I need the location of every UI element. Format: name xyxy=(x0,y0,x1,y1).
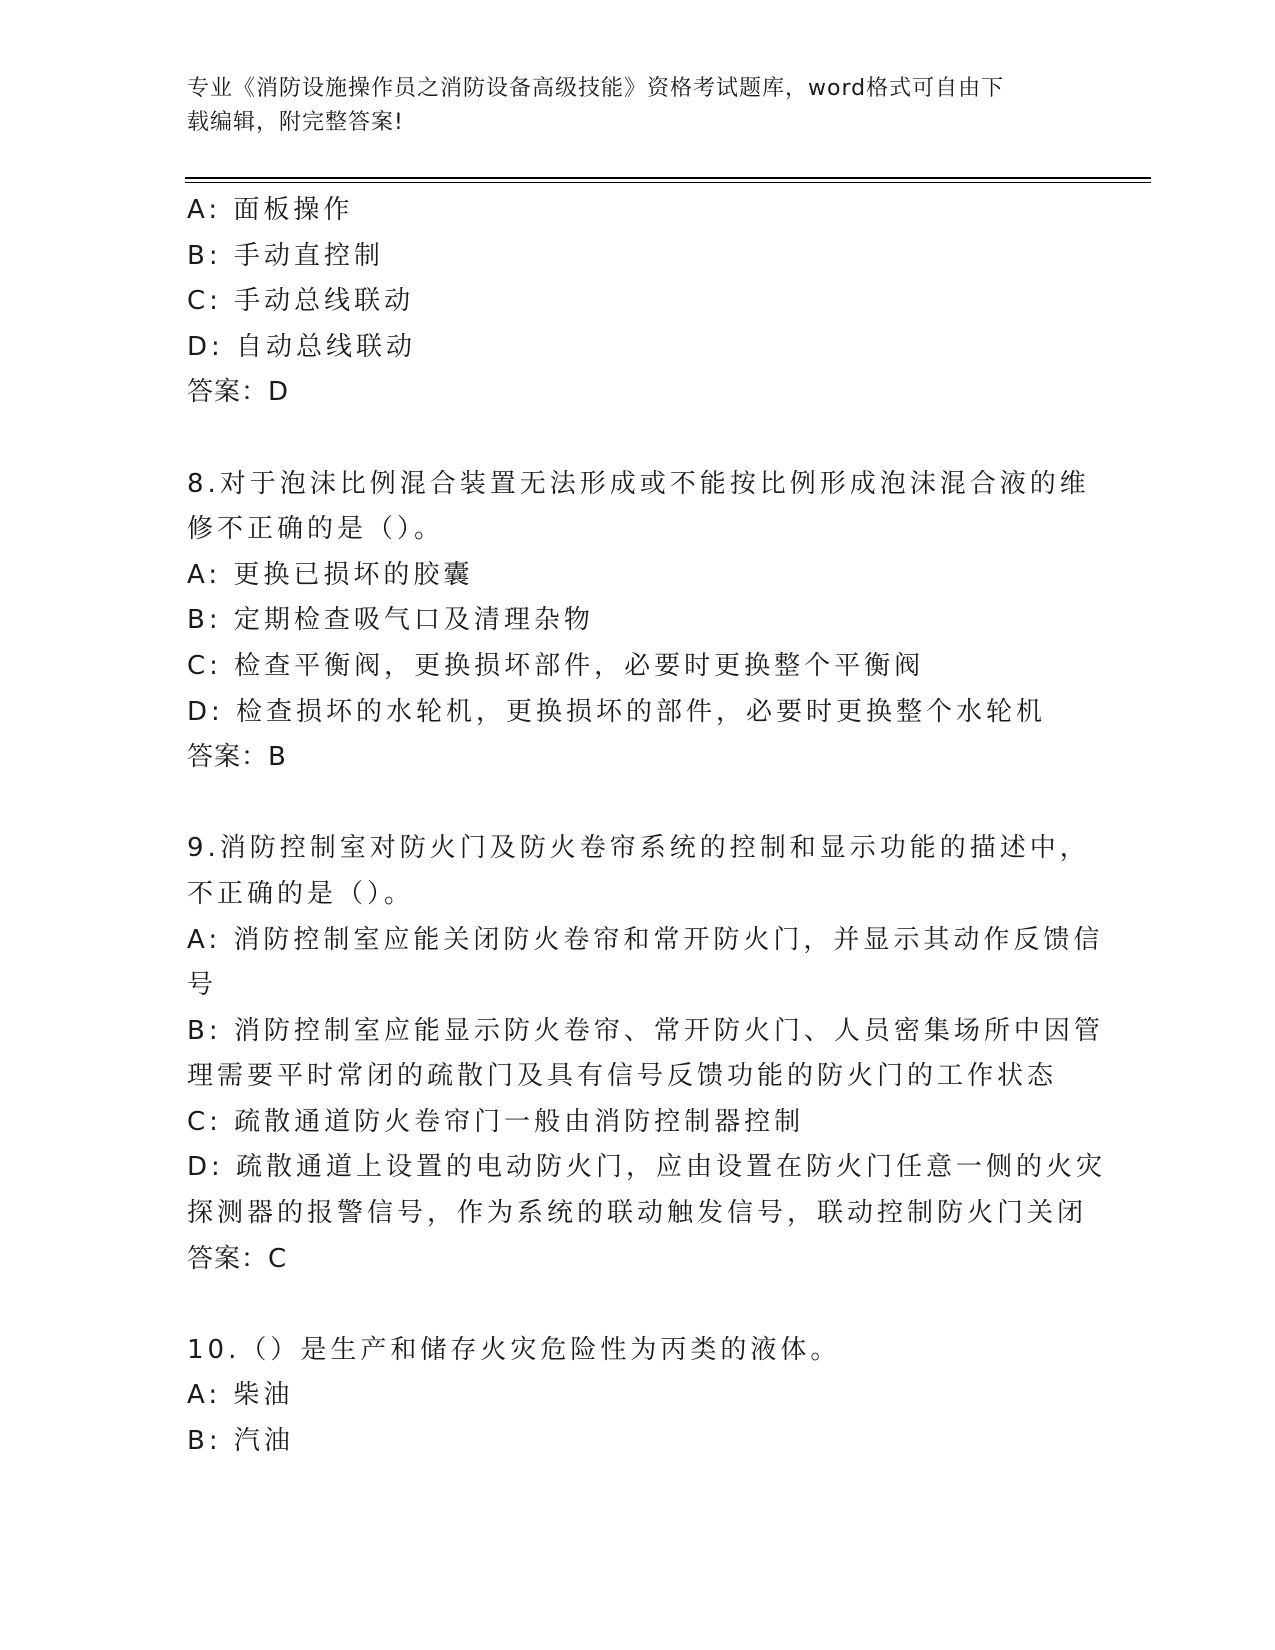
question-text-line: 修不正确的是（）。 xyxy=(187,514,445,545)
question-text-line: 10.（）是生产和储存火灾危险性为丙类的液体。 xyxy=(187,1334,841,1365)
option-c: C: 检查平衡阀，更换损坏部件，必要时更换整个平衡阀 xyxy=(187,650,925,681)
question-text-line: 9.消防控制室对防火门及防火卷帘系统的控制和显示功能的描述中， xyxy=(187,833,1090,864)
option-b: B: 汽油 xyxy=(187,1426,294,1457)
option-b-continued: 理需要平时常闭的疏散门及具有信号反馈功能的防火门的工作状态 xyxy=(187,1061,1058,1092)
answer-line: 答案：D xyxy=(187,377,290,408)
document-header xyxy=(187,72,1067,140)
answer-line: 答案：B xyxy=(187,742,287,773)
option-b: B: 手动直控制 xyxy=(187,240,384,271)
option-a: A: 更换已损坏的胶囊 xyxy=(187,559,474,590)
header-divider-thick xyxy=(185,177,1151,179)
question-text-line: 8.对于泡沫比例混合装置无法形成或不能按比例形成泡沫混合液的维 xyxy=(187,468,1090,499)
option-a: A: 面板操作 xyxy=(187,195,354,225)
option-d: D: 疏散通道上设置的电动防火门，应由设置在防火门任意一侧的火灾 xyxy=(187,1152,1107,1183)
answer-line: 答案：C xyxy=(187,1243,288,1274)
option-b: B: 消防控制室应能显示防火卷帘、常开防火门、人员密集场所中因管 xyxy=(187,1015,1104,1046)
question-block-9 xyxy=(187,826,1107,1282)
spacer xyxy=(187,1282,1087,1328)
spacer xyxy=(187,781,1087,827)
option-c: C: 手动总线联动 xyxy=(187,286,415,317)
question-block-10 xyxy=(187,1328,1087,1465)
header-divider-thin xyxy=(185,182,1151,183)
option-a: A: 柴油 xyxy=(187,1380,294,1411)
spacer xyxy=(187,416,1087,462)
header-line-2: 载编辑，附完整答案! xyxy=(187,110,404,135)
question-block-7 xyxy=(187,188,1087,416)
option-a-continued: 号 xyxy=(187,970,218,1001)
question-list xyxy=(187,188,1107,1465)
header-line-1: 专业《消防设施操作员之消防设备高级技能》资格考试题库，word格式可自由下 xyxy=(187,76,1005,101)
option-c: C: 疏散通道防火卷帘门一般由消防控制器控制 xyxy=(187,1106,805,1137)
option-b: B: 定期检查吸气口及清理杂物 xyxy=(187,605,594,636)
option-d-continued: 探测器的报警信号，作为系统的联动触发信号，联动控制防火门关闭 xyxy=(187,1198,1088,1229)
question-block-8 xyxy=(187,462,1090,781)
option-d: D: 自动总线联动 xyxy=(187,331,417,362)
option-a: A: 消防控制室应能关闭防火卷帘和常开防火门，并显示其动作反馈信 xyxy=(187,924,1104,955)
question-text-line: 不正确的是（）。 xyxy=(187,878,415,909)
option-d: D: 检查损坏的水轮机，更换损坏的部件，必要时更换整个水轮机 xyxy=(187,696,1047,727)
